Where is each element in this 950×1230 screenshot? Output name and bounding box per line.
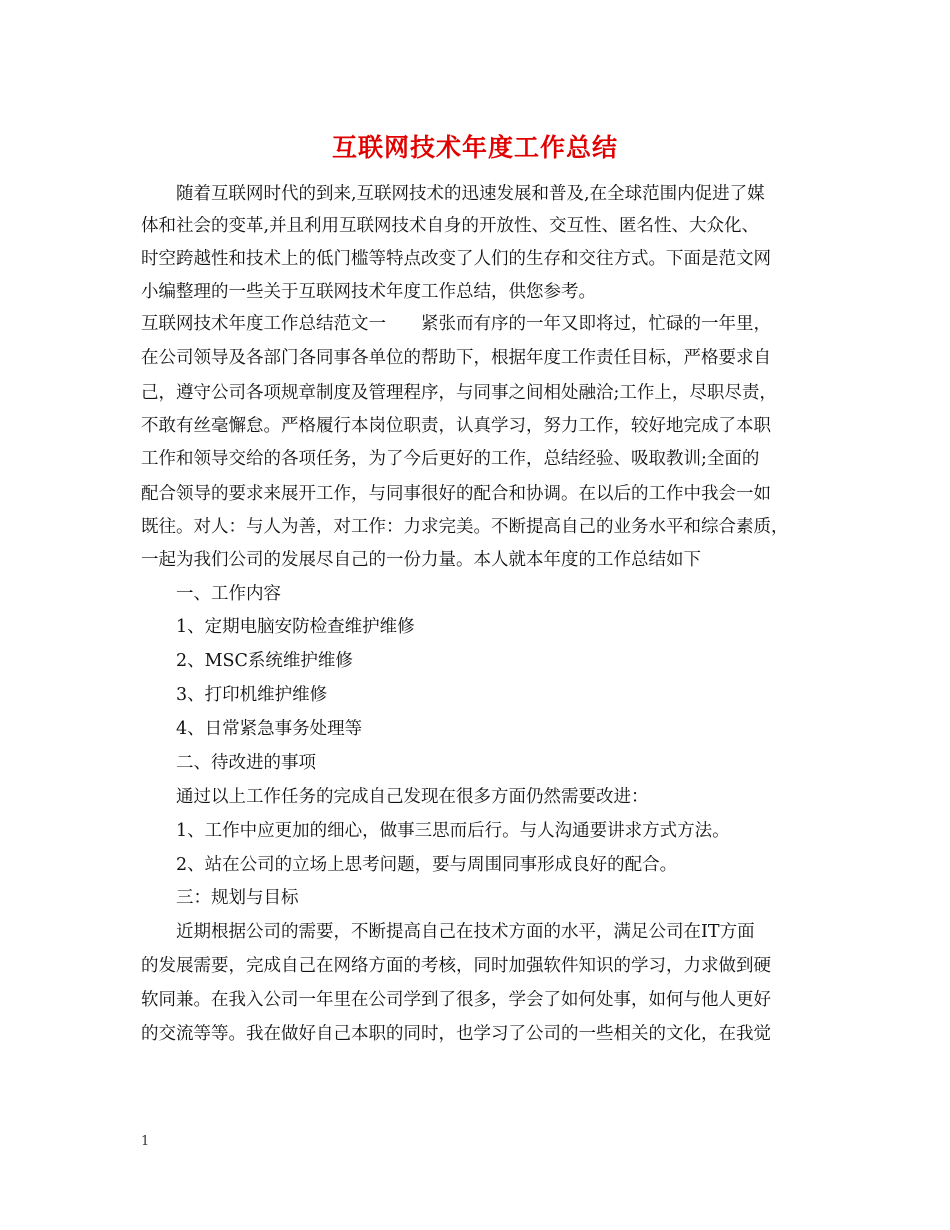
section-heading-2: 二、待改进的事项 <box>176 753 316 773</box>
body-line-13: 通过以上工作任务的完成自己发现在很多方面仍然需要改进： <box>176 787 649 807</box>
body-line-5: 互联网技术年度工作总结范文一 紧张而有序的一年又即将过，忙碌的一年里， <box>141 314 771 334</box>
body-line-4: 小编整理的一些关于互联网技术年度工作总结，供您参考。 <box>141 282 596 302</box>
list-item-5: 1、工作中应更加的细心，做事三思而后行。与人沟通要讲求方式方法。 <box>176 821 730 841</box>
body-line-1: 随着互联网时代的到来,互联网技术的迅速发展和普及,在全球范围内促进了媒 <box>176 184 765 204</box>
body-line-9: 工作和领导交给的各项任务，为了今后更好的工作，总结经验、吸取教训;全面的 <box>141 449 760 469</box>
section-heading-1: 一、工作内容 <box>176 584 281 604</box>
body-line-11: 既往。对人：与人为善，对工作：力求完美。不断提高自己的业务水平和综合素质， <box>141 517 789 537</box>
list-item-4: 4、日常紧急事务处理等 <box>176 719 363 739</box>
body-line-6: 在公司领导及各部门各同事各单位的帮助下，根据年度工作责任目标，严格要求自 <box>141 348 771 368</box>
body-line-16: 软同兼。在我入公司一年里在公司学到了很多，学会了如何处事，如何与他人更好 <box>141 990 771 1010</box>
page-number: 1 <box>141 1134 150 1149</box>
body-line-17: 的交流等等。我在做好自己本职的同时，也学习了公司的一些相关的文化，在我觉 <box>141 1024 771 1044</box>
body-line-2: 体和社会的变革,并且利用互联网技术自身的开放性、交互性、匿名性、大众化、 <box>141 216 760 236</box>
body-line-14: 近期根据公司的需要，不断提高自己在技术方面的水平，满足公司在IT方面 <box>176 922 755 942</box>
list-item-1: 1、定期电脑安防检查维护维修 <box>176 617 415 637</box>
document-title: 互联网技术年度工作总结 <box>331 133 618 162</box>
body-line-15: 的发展需要，完成自己在网络方面的考核，同时加强软件知识的学习，力求做到硬 <box>141 956 771 976</box>
section-heading-3: 三：规划与目标 <box>176 888 299 908</box>
body-line-7: 己，遵守公司各项规章制度及管理程序，与同事之间相处融洽;工作上，尽职尽责， <box>141 383 777 403</box>
list-item-6: 2、站在公司的立场上思考问题，要与周围同事形成良好的配合。 <box>176 855 678 875</box>
list-item-3: 3、打印机维护维修 <box>176 685 328 705</box>
body-line-3: 时空跨越性和技术上的低门槛等特点改变了人们的生存和交往方式。下面是范文网 <box>141 249 771 269</box>
body-line-10: 配合领导的要求来展开工作，与同事很好的配合和协调。在以后的工作中我会一如 <box>141 484 771 504</box>
list-item-2: 2、MSC系统维护维修 <box>176 651 353 671</box>
body-line-12: 一起为我们公司的发展尽自己的一份力量。本人就本年度的工作总结如下 <box>141 550 701 570</box>
body-line-8: 不敢有丝毫懈怠。严格履行本岗位职责，认真学习，努力工作，较好地完成了本职 <box>141 416 771 436</box>
